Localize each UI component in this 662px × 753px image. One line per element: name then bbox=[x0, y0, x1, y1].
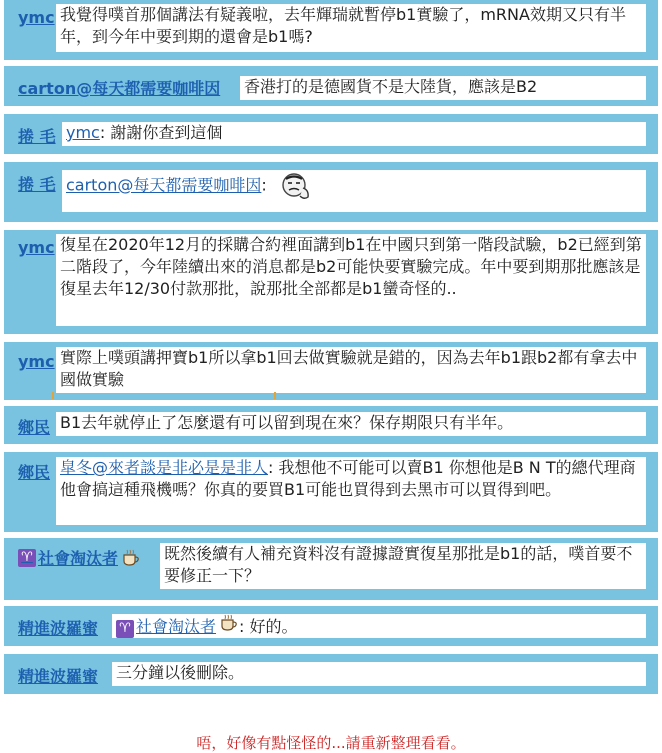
message-text: B1去年就停止了怎麼還有可以留到現在來？保存期限只有半年。 bbox=[60, 413, 514, 432]
message-bubble bbox=[240, 76, 646, 100]
author-name[interactable] bbox=[18, 546, 141, 569]
message-bubble bbox=[112, 614, 646, 638]
response-row bbox=[4, 452, 658, 532]
response-row bbox=[4, 114, 658, 154]
message-text: 既然後續有人補充資料沒有證據證實復星那批是b1的話，噗首要不要修正一下？ bbox=[164, 544, 633, 585]
mention-text: 社會淘汰者 bbox=[136, 617, 217, 636]
response-row bbox=[4, 654, 658, 694]
message-text: 復星在2020年12月的採購合約裡面講到b1在中國只到第一階段試驗，b2已經到第二階段了，今年陸續出來的消息都是b2可能快要實驗完成。年中要到期那批應該是復星去年12/30付款那批，說那批全部都是b1蠻奇怪的.. bbox=[60, 235, 642, 298]
mention-link[interactable]: carton@每天都需要咖啡因 bbox=[66, 175, 262, 195]
author-name[interactable]: 精進波羅蜜 bbox=[18, 667, 99, 686]
author-name[interactable]: ymc bbox=[18, 8, 55, 27]
response-row bbox=[4, 66, 658, 106]
response-row bbox=[4, 162, 658, 222]
message-text: : 謝謝你查到這個 bbox=[99, 123, 223, 142]
message-text: : 我想他不可能可以賣B1 你想他是B N T的總代理商他會搞這種飛機嗎？你真的要買B1可能也買得到去黑市可以買得到吧。 bbox=[60, 458, 636, 499]
mention-link[interactable] bbox=[116, 617, 216, 636]
cup-icon bbox=[219, 614, 239, 632]
response-row bbox=[4, 230, 658, 334]
face-sticker-icon bbox=[272, 170, 318, 202]
message-text: 香港打的是德國貨不是大陸貨，應該是B2 bbox=[244, 77, 538, 96]
response-row bbox=[4, 0, 658, 60]
author-name[interactable]: 捲 毛 bbox=[18, 127, 56, 146]
message-bubble bbox=[56, 457, 646, 525]
author-name[interactable]: ymc bbox=[18, 238, 55, 257]
author-name[interactable]: 捲 毛 bbox=[18, 175, 56, 194]
message-bubble bbox=[56, 347, 646, 393]
message-bubble bbox=[62, 122, 646, 146]
response-row bbox=[4, 406, 658, 444]
divider-tick bbox=[52, 392, 54, 399]
author-name[interactable]: 鄉民 bbox=[18, 418, 51, 437]
message-text: : 好的。 bbox=[239, 617, 298, 636]
mention-link[interactable]: 皐冬@來者談是非必是是非人 bbox=[60, 458, 269, 477]
message-bubble bbox=[160, 543, 646, 589]
message-bubble bbox=[62, 170, 646, 212]
message-bubble bbox=[56, 4, 646, 52]
mention-link[interactable]: ymc bbox=[66, 123, 100, 142]
message-bubble bbox=[56, 412, 646, 436]
cup-icon bbox=[121, 549, 141, 567]
divider-tick bbox=[274, 392, 276, 399]
message-text: 我覺得噗首那個講法有疑義啦，去年輝瑞就暫停b1實驗了，mRNA效期又只有半年，到今年中要到期的還會是b1嗎? bbox=[60, 5, 626, 46]
error-reload-message: 唔，好像有點怪怪的...請重新整理看看。 bbox=[196, 734, 466, 752]
message-bubble bbox=[56, 234, 646, 326]
message-text: 實際上噗頭講押寶b1所以拿b1回去做實驗就是錯的，因為去年b1跟b2都有拿去中國做實驗 bbox=[60, 348, 638, 389]
author-name[interactable]: ymc bbox=[18, 352, 55, 371]
message-text: 三分鐘以後刪除。 bbox=[116, 663, 245, 682]
aries-icon: ♈ bbox=[18, 549, 36, 567]
author-name[interactable]: 鄉民 bbox=[18, 463, 51, 482]
response-row bbox=[4, 606, 658, 646]
response-row bbox=[4, 538, 658, 600]
message-bubble bbox=[112, 662, 646, 686]
aries-icon: ♈ bbox=[116, 620, 134, 638]
message-text: : bbox=[261, 175, 267, 195]
response-row bbox=[4, 342, 658, 400]
author-name[interactable]: 精進波羅蜜 bbox=[18, 619, 99, 638]
author-name[interactable]: carton@每天都需要咖啡因 bbox=[18, 79, 221, 98]
author-name-text: 社會淘汰者 bbox=[38, 549, 119, 568]
